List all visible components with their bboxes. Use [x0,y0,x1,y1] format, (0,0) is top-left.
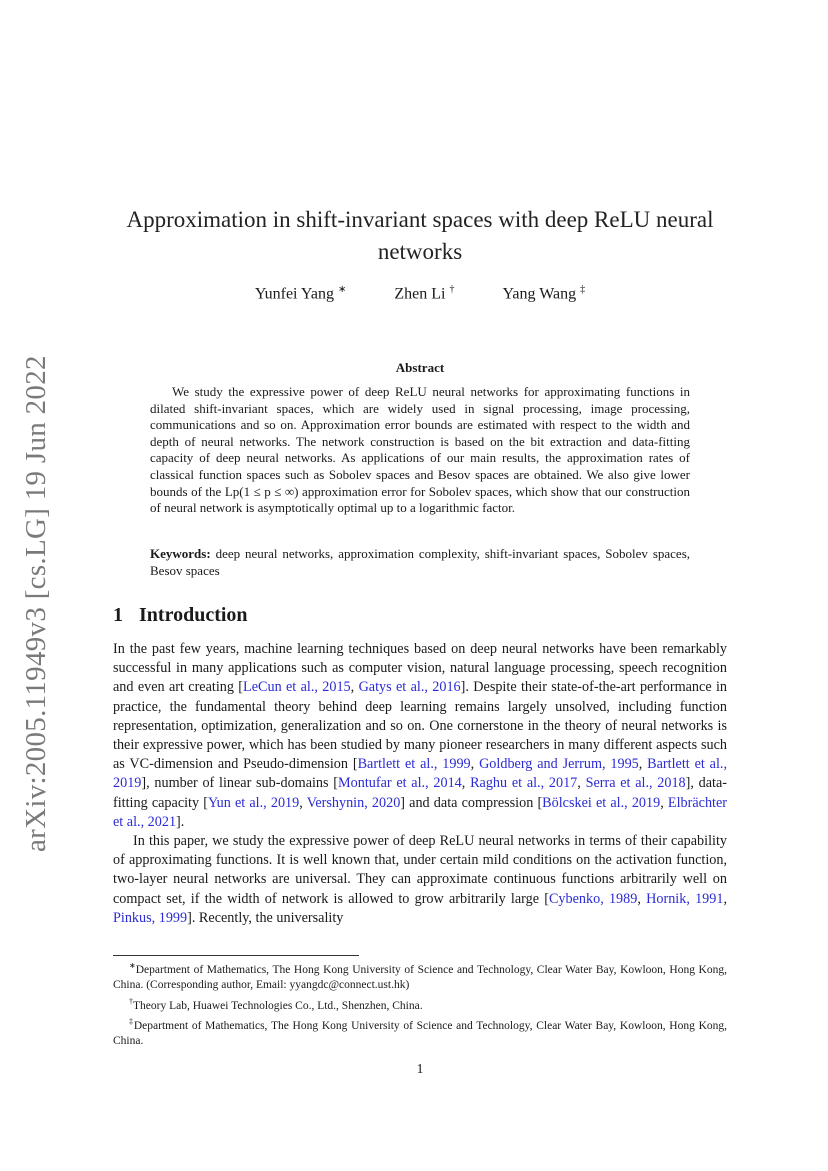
text-span: ] and data compression [ [400,794,543,811]
text-span: , [723,890,728,907]
citation-link[interactable]: Hornik, 1991 [646,890,724,907]
text-span: , [660,794,668,811]
keywords-text: deep neural networks, approximation complexity, shift-invariant spaces, Sobolev spaces, Besov spaces [150,546,690,578]
text-span: In this paper, we study the expressive power of deep ReLU neural networks in terms of their capability of approximating functions. It is well known that, under certain mild conditions on the activation function, two-layer neural networks are universal. They can approximate continuous functions arbitrarily well on compact set, if the width of network is allowed to grow arbitrarily large [ [113,833,727,907]
citation-link[interactable]: LeCun et al., 2015 [243,679,351,696]
text-span: , [637,890,647,907]
text-span: ], number of linear sub-domains [ [141,775,339,792]
footnote-text: Department of Mathematics, The Hong Kong University of Science and Technology, Clear Water Bay, Kowloon, Hong Kong, China. [113,1019,728,1048]
citation-link[interactable]: Goldberg and Jerrum, 1995 [479,756,639,773]
author-mark: ‡ [580,284,586,295]
author [502,284,585,303]
arxiv-sidebar-stamp: arXiv:2005.11949v3 [cs.LG] 19 Jun 2022 [20,355,52,852]
citation-link[interactable]: Cybenko, 1989 [548,890,638,907]
citation-link[interactable]: Serra et al., 2018 [585,775,686,792]
text-span: ]. Recently, the universality [187,909,344,926]
citation-link[interactable]: Bölcskei et al., 2019 [542,794,661,811]
intro-paragraph-1 [113,640,727,832]
section-title: Introduction [139,604,248,626]
author [394,284,454,303]
text-span: , [350,679,359,696]
text-span: , [299,794,307,811]
footnote-text: Department of Mathematics, The Hong Kong University of Science and Technology, Clear Water Bay, Kowloon, Hong Kong, China. (Corresponding author, Email: yyangdc@connect.ust.hk) [113,963,727,992]
author-mark: † [449,284,455,295]
footnote [113,958,727,994]
text-span: , [638,756,648,773]
citation-link[interactable]: Elbrächter et al., 2021 [113,794,727,830]
citation-link[interactable]: Bartlett et al., 1999 [357,756,471,773]
text-span: In the past few years, machine learning techniques based on deep neural networks have been remarkably successful in many applications such as computer vision, natural language processing, speech recognition and even art creating [ [113,641,727,696]
section-heading [113,604,248,627]
footnote-mark: † [129,996,133,1006]
citation-link[interactable]: Montufar et al., 2014 [338,775,462,792]
text-span: , [470,756,480,773]
intro-paragraph-2 [113,832,727,928]
footnote [113,994,727,1014]
text-span: ]. Despite their state-of-the-art performance in practice, the fundamental theory behind deep learning remains largely unsolved, including function representation, optimization, generalization and so on. One cornerstone in the theory of neural networks is their expressive power, which has been studied by many pioneer researchers in many different aspects such as VC-dimension and Pseudo-dimension [ [113,679,728,773]
author-list [100,284,740,303]
keywords [150,546,690,579]
keywords-label: Keywords: [150,546,211,561]
page-number: 1 [416,1062,424,1077]
footnote-mark: ∗ [129,961,136,970]
citation-link[interactable]: Raghu et al., 2017 [470,775,578,792]
footnotes [113,958,727,1050]
text-span: ], data-fitting capacity [ [113,775,728,811]
text-span: , [461,775,471,792]
footnote-text: Theory Lab, Huawei Technologies Co., Ltd., Shenzhen, China. [133,999,423,1012]
footnote-rule [113,955,359,956]
author [255,284,347,303]
author-name: Yang Wang [502,285,577,303]
author-mark: ∗ [337,284,347,295]
author-name: Yunfei Yang [254,285,334,303]
intro-body [113,640,727,928]
citation-link[interactable]: Bartlett et al., 2019 [113,756,728,792]
text-span: , [577,775,586,792]
citation-link[interactable]: Yun et al., 2019 [207,794,300,811]
footnote-mark: ‡ [129,1017,134,1027]
abstract-text: We study the expressive power of deep ReLU neural networks for approximating functions in dilated shift-invariant spaces, which are widely used in signal processing, image processing, communications and so on. Approximation error bounds are estimated with respect to the width and depth of neural networks. The network construction is based on the bit extraction and data-fitting capacity of deep neural networks. As applications of our main results, the approximation rates of classical function spaces such as Sobolev spaces and Besov spaces are obtained. We also give lower bounds of the Lp(1 ≤ p ≤ ∞) approximation error for Sobolev spaces, which show that our construction of neural network is asymptotically optimal up to a logarithmic factor. [150,384,690,516]
citation-link[interactable]: Gatys et al., 2016 [358,679,461,696]
citation-link[interactable]: Vershynin, 2020 [306,794,401,811]
citation-link[interactable]: Pinkus, 1999 [113,909,188,926]
text-span: ]. [176,813,185,830]
author-name: Zhen Li [394,285,446,303]
footnote [113,1014,727,1050]
section-number: 1 [113,604,123,626]
paper-title: Approximation in shift-invariant spaces with deep ReLU neural networks [126,207,714,264]
abstract-heading: Abstract [395,360,445,375]
